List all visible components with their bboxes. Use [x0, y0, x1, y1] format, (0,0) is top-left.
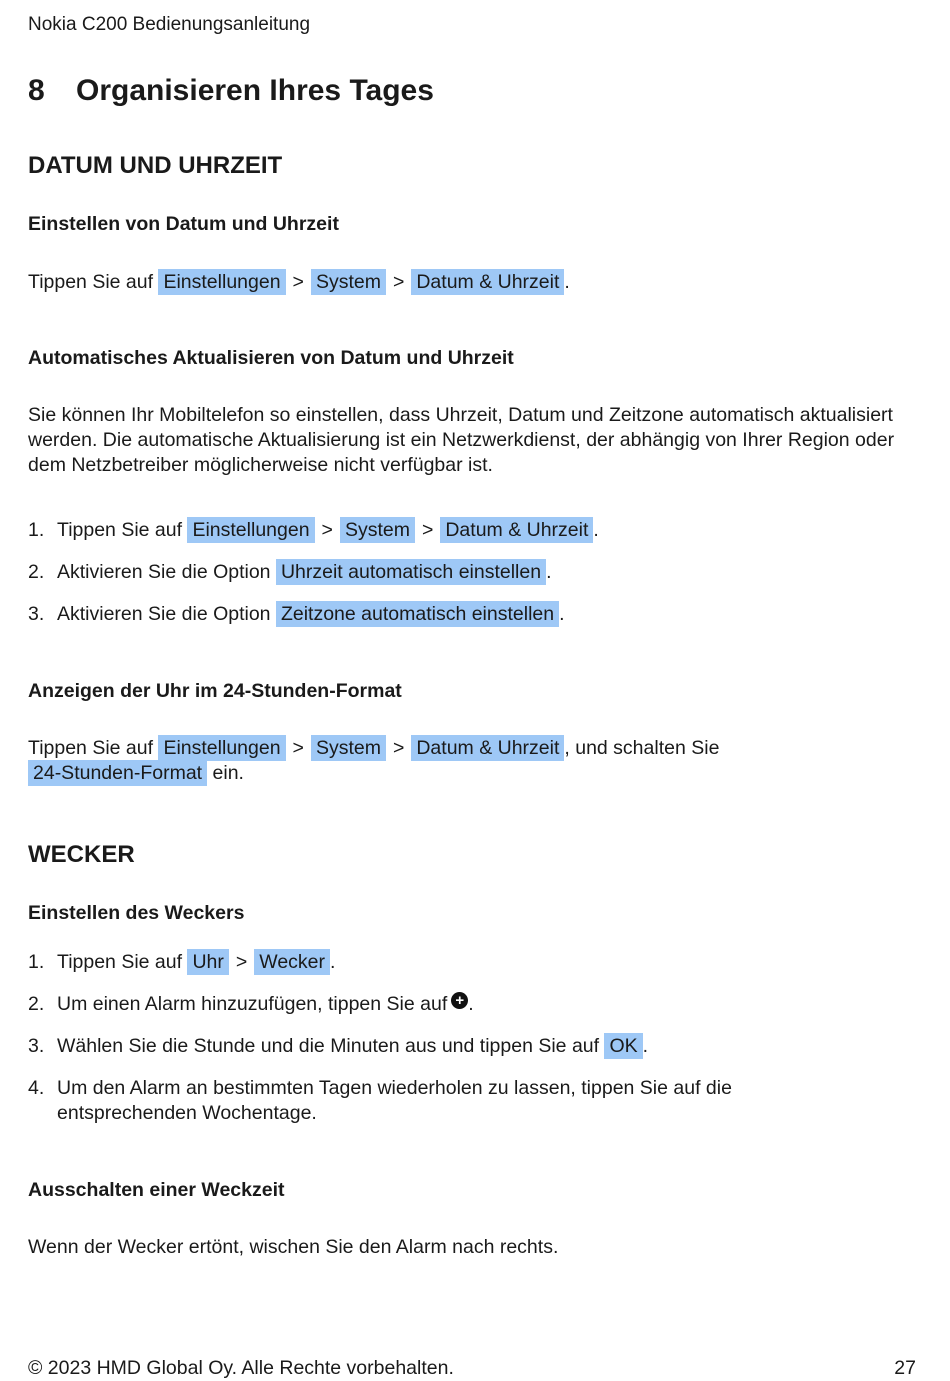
path-separator: > — [392, 737, 405, 759]
format24-instruction-line2 — [28, 761, 244, 786]
page-number: 27 — [894, 1357, 916, 1379]
chapter-heading — [28, 74, 434, 108]
ausschalten-text: Wenn der Wecker ertönt, wischen Sie den Alarm nach rechts. — [28, 1236, 559, 1258]
instruction-prefix: Tippen Sie auf — [57, 951, 183, 973]
subsection-title-ausschalten: Ausschalten einer Weckzeit — [28, 1179, 285, 1201]
chapter-number: 8 — [28, 74, 45, 107]
list-number: 1. — [28, 519, 45, 541]
list-item — [28, 560, 552, 585]
path-separator: > — [292, 737, 304, 759]
subsection-title-24h: Anzeigen der Uhr im 24-Stunden-Format — [28, 680, 402, 702]
option-24-stunden-format: 24-Stunden-Format — [28, 760, 207, 786]
list-number: 4. — [28, 1077, 45, 1099]
section-title-wecker: WECKER — [28, 841, 135, 868]
menu-path-system: System — [311, 269, 386, 295]
format24-instruction-line1 — [28, 736, 719, 761]
menu-path-datum-uhrzeit: Datum & Uhrzeit — [440, 517, 593, 543]
list-item — [28, 992, 474, 1017]
sentence-end: . — [642, 1035, 649, 1057]
path-separator: > — [321, 519, 333, 541]
option-uhrzeit-automatisch: Uhrzeit automatisch einstellen — [276, 559, 546, 585]
menu-path-uhr: Uhr — [187, 949, 228, 975]
list-number: 3. — [28, 603, 45, 625]
subsection-title-einstellen-wecker: Einstellen des Weckers — [28, 902, 245, 924]
list-item — [28, 518, 599, 543]
sentence-end: . — [564, 271, 570, 293]
list-item — [28, 950, 335, 975]
instruction-prefix: Tippen Sie auf — [28, 271, 154, 293]
button-ok-reference: OK — [604, 1033, 642, 1059]
menu-path-datum-uhrzeit: Datum & Uhrzeit — [411, 735, 564, 761]
menu-path-einstellungen: Einstellungen — [187, 517, 314, 543]
list-text-line2: entsprechenden Wochentage. — [57, 1102, 317, 1124]
menu-path-system: System — [311, 735, 386, 761]
menu-path-datum-uhrzeit: Datum & Uhrzeit — [411, 269, 564, 295]
sentence-end: ein. — [207, 762, 244, 784]
list-number: 1. — [28, 951, 45, 973]
instruction-middle: , und schalten Sie — [564, 737, 720, 759]
menu-path-system: System — [340, 517, 415, 543]
list-item — [28, 1034, 648, 1059]
option-zeitzone-automatisch: Zeitzone automatisch einstellen — [276, 601, 559, 627]
list-number: 3. — [28, 1035, 45, 1057]
plus-circle-icon: + — [451, 992, 468, 1009]
subsection-title-einstellen-datum: Einstellen von Datum und Uhrzeit — [28, 213, 339, 235]
instruction-prefix: Wählen Sie die Stunde und die Minuten aus und tippen Sie auf — [57, 1035, 600, 1057]
menu-path-einstellungen: Einstellungen — [158, 269, 285, 295]
sentence-end: . — [330, 951, 336, 973]
list-item — [28, 602, 565, 627]
footer-copyright: © 2023 HMD Global Oy. Alle Rechte vorbehalten. — [28, 1357, 454, 1379]
einstellen-datum-instruction — [28, 270, 570, 295]
chapter-title: Organisieren Ihres Tages — [76, 74, 434, 107]
sentence-end: . — [593, 519, 599, 541]
sentence-end: . — [468, 993, 474, 1015]
sentence-end: . — [546, 561, 552, 583]
list-text-line1: Um den Alarm an bestimmten Tagen wiederholen zu lassen, tippen Sie auf die — [57, 1077, 732, 1099]
list-number: 2. — [28, 993, 45, 1015]
sentence-end: . — [559, 603, 565, 625]
instruction-prefix: Aktivieren Sie die Option — [57, 603, 271, 625]
list-item — [28, 1076, 732, 1101]
instruction-prefix: Um einen Alarm hinzuzufügen, tippen Sie auf — [57, 993, 448, 1015]
section-title-datum: DATUM UND UHRZEIT — [28, 152, 283, 179]
instruction-prefix: Aktivieren Sie die Option — [57, 561, 271, 583]
subsection-title-auto-update: Automatisches Aktualisieren von Datum und Uhrzeit — [28, 347, 514, 369]
list-number: 2. — [28, 561, 45, 583]
instruction-prefix: Tippen Sie auf — [57, 519, 183, 541]
menu-path-einstellungen: Einstellungen — [158, 735, 285, 761]
path-separator: > — [292, 271, 304, 293]
running-header: Nokia C200 Bedienungsanleitung — [28, 14, 311, 35]
menu-path-wecker: Wecker — [254, 949, 330, 975]
path-separator: > — [392, 271, 405, 293]
path-separator: > — [421, 519, 434, 541]
auto-update-paragraph: Sie können Ihr Mobiltelefon so einstellen, dass Uhrzeit, Datum und Zeitzone automatisch aktualisiert werden. Die automatische Aktualisierung ist ein Netzwerkdienst, der abhängig von Ihrer Region oder dem Netzbetreiber möglicherweise nicht verfügbar ist. — [28, 404, 895, 476]
path-separator: > — [235, 951, 248, 973]
instruction-prefix: Tippen Sie auf — [28, 737, 154, 759]
